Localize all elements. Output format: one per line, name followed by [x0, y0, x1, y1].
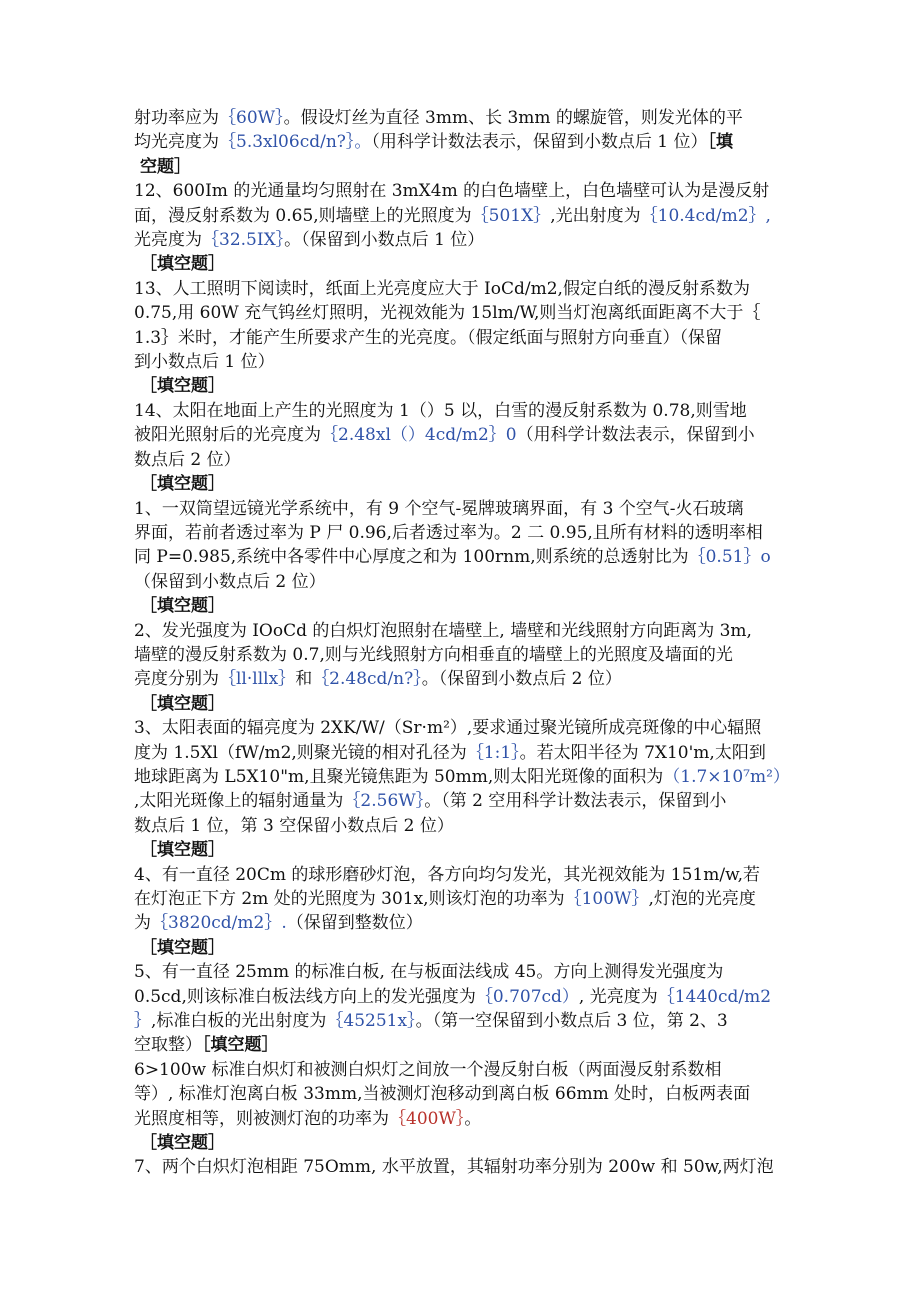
- text-segment: 。若太阳半径为 7X10'm,太阳到: [519, 742, 766, 763]
- text-line: [134, 130, 794, 154]
- text-line: [134, 619, 794, 643]
- text-line: [134, 765, 794, 789]
- text-segment: 。假设灯丝为直径 3mm、长 3mm 的螺旋管，则发光体的平: [283, 108, 743, 128]
- text-segment: 13、人工照明下阅读时，纸面上光亮度应大于 IoCd/m2,假定白纸的漫反射系数为: [134, 278, 750, 299]
- text-line: [134, 936, 794, 960]
- text-line: [134, 423, 794, 447]
- text-segment: 界面，若前者透过率为 P 尸 0.96,后者透过率为。2 二 0.95,且所有材料的透明率相: [134, 522, 763, 543]
- text-line: [134, 887, 794, 911]
- text-segment: 数点后 2 位）: [134, 449, 241, 470]
- answer-text: ｛0.707cd）: [475, 986, 579, 1007]
- text-segment: 亮度分别为: [134, 669, 219, 690]
- document-body: [134, 106, 794, 1180]
- text-line: [134, 570, 794, 594]
- text-line: [134, 814, 794, 838]
- text-segment: 。（第 2 空用科学计数法表示，保留到小: [424, 791, 727, 812]
- text-line: [134, 1058, 794, 1082]
- text-segment: 在灯泡正下方 2m 处的光照度为 301x,则该灯泡的功率为: [134, 889, 565, 909]
- text-line: [134, 1033, 794, 1057]
- text-line: [134, 1107, 794, 1131]
- text-segment: 地球距离为 L5X10"m,且聚光镜焦距为 50mm,则太阳光斑像的面积为: [134, 766, 664, 787]
- text-line: [134, 545, 794, 569]
- answer-text: ｛400W｝: [389, 1108, 465, 1129]
- text-line: [134, 789, 794, 813]
- text-line: [134, 911, 794, 935]
- text-segment: 到小数点后 1 位）: [134, 352, 275, 373]
- question-type-label: 空题］: [140, 156, 191, 177]
- answer-text: ｛0.51｝o: [688, 547, 771, 568]
- text-segment: 度为 1.5Xl（fW∕m2,则聚光镜的相对孔径为: [134, 742, 467, 763]
- text-line: [134, 326, 794, 350]
- text-segment: ,光出射度为: [550, 205, 641, 226]
- text-line: [134, 399, 794, 423]
- question-type-label: ［填空题］: [140, 1133, 225, 1154]
- text-segment: 。（保留到小数点后 2 位）: [421, 669, 622, 690]
- answer-text: ｛1:1｝: [466, 742, 520, 763]
- text-line: [134, 667, 794, 691]
- text-segment: 。（保留到小数点后 1 位）: [284, 230, 485, 251]
- text-segment: 和: [295, 669, 313, 690]
- text-segment: ,太阳光斑像上的辐射通量为: [134, 791, 344, 812]
- text-segment: 光照度相等，则被测灯泡的功率为: [134, 1108, 389, 1129]
- text-line: [134, 985, 794, 1009]
- text-segment: （保留到小数点后 2 位）: [134, 571, 326, 592]
- text-line: [134, 692, 794, 716]
- text-line: [134, 277, 794, 301]
- text-segment: （保留到整数位）: [286, 913, 423, 934]
- answer-text: ｛100W｝: [564, 889, 649, 909]
- text-segment: 数点后 1 位，第 3 空保留小数点后 2 位）: [134, 815, 454, 836]
- text-segment: 等）, 标准灯泡离白板 33mm,当被测灯泡移动到离白板 66mm 处时，白板两表面: [134, 1084, 751, 1105]
- text-line: [134, 106, 794, 130]
- text-segment: 1、一双筒望远镜光学系统中，有 9 个空气-冕牌玻璃界面，有 3 个空气-火石玻璃: [134, 498, 744, 519]
- question-type-label: ［填空题］: [140, 376, 225, 397]
- answer-text: ｛2.48xl（）4cd∕m2｝0: [321, 425, 517, 446]
- answer-text: ｛3820cd∕m2｝.: [151, 913, 287, 934]
- text-segment: 为: [134, 913, 151, 934]
- question-type-label: ［填空题］: [202, 1035, 279, 1056]
- text-line: [134, 643, 794, 667]
- text-segment: 均光亮度为: [134, 132, 219, 153]
- answer-text: ｛501X｝: [471, 205, 551, 226]
- text-segment: 光亮度为: [134, 230, 202, 251]
- text-line: [134, 374, 794, 398]
- answer-text: ｛ll·lllx｝: [219, 669, 296, 690]
- text-segment: , 光亮度为: [578, 986, 658, 1007]
- text-line: [134, 741, 794, 765]
- answer-text: （1.7×10⁷m²）: [663, 766, 790, 787]
- text-segment: 同 P=0.985,系统中各零件中心厚度之和为 100rnm,则系统的总透射比为: [134, 547, 689, 568]
- text-line: [134, 204, 794, 228]
- text-segment: ,标准白板的光出射度为: [151, 1011, 327, 1032]
- text-line: [134, 960, 794, 984]
- text-segment: 空取整）: [134, 1035, 202, 1056]
- text-line: [134, 716, 794, 740]
- text-segment: 6>100w 标准白炽灯和被测白炽灯之间放一个漫反射白板（两面漫反射系数相: [134, 1059, 722, 1080]
- text-line: [134, 1082, 794, 1106]
- text-segment: 5、有一直径 25mm 的标准白板, 在与板面法线成 45。方向上测得发光强度为: [134, 962, 724, 983]
- text-segment: （用科学计数法表示，保留到小: [516, 425, 755, 446]
- text-line: [134, 497, 794, 521]
- text-segment: 3、太阳表面的辐亮度为 2XK/W/（Sr·m²）,要求通过聚光镜所成亮斑像的中心辐照: [134, 718, 762, 739]
- text-segment: 14、太阳在地面上产生的光照度为 1（）5 以，白雪的漫反射系数为 0.78,则雪地: [134, 400, 747, 421]
- answer-text: ｛32.5IX｝: [202, 230, 285, 251]
- text-line: [134, 863, 794, 887]
- text-line: [134, 838, 794, 862]
- text-line: [134, 1009, 794, 1033]
- text-line: [134, 228, 794, 252]
- answer-text: ｝: [134, 1011, 151, 1032]
- text-segment: 12、600Im 的光通量均匀照射在 3mX4m 的白色墙壁上，白色墙壁可认为是漫反射: [134, 181, 770, 202]
- answer-text: ｛1440cd∕m2: [657, 986, 772, 1007]
- question-type-label: ［填空题］: [140, 254, 225, 275]
- text-line: [134, 1131, 794, 1155]
- text-line: [134, 1155, 794, 1179]
- text-segment: 墙壁的漫反射系数为 0.7,则与光线照射方向相垂直的墙壁上的光照度及墙面的光: [134, 644, 733, 665]
- text-segment: 面，漫反射系数为 0.65,则墙壁上的光照度为: [134, 205, 472, 226]
- text-segment: ,灯泡的光亮度: [648, 889, 756, 909]
- answer-text: ｛2.56W｝: [343, 791, 425, 812]
- text-line: [134, 472, 794, 496]
- text-segment: 0.5cd,则该标准白板法线方向上的发光强度为: [134, 986, 476, 1007]
- question-type-label: ［填: [707, 132, 734, 153]
- answer-text: ｛10.4cd∕m2｝,: [640, 205, 771, 226]
- question-type-label: ［填空题］: [140, 840, 225, 861]
- text-segment: （用科学计数法表示，保留到小数点后 1 位）: [371, 132, 708, 153]
- text-line: [134, 521, 794, 545]
- text-line: [134, 448, 794, 472]
- text-segment: 0.75,用 60W 充气钨丝灯照明，光视效能为 15lm∕W,则当灯泡离纸面距离不大于｛: [134, 303, 761, 324]
- text-line: [134, 301, 794, 325]
- text-segment: 1.3｝米时，才能产生所要求产生的光亮度。（假定纸面与照射方向垂直）（保留: [134, 327, 723, 348]
- question-type-label: ［填空题］: [140, 596, 225, 617]
- answer-text: ｛45251x｝: [326, 1011, 416, 1032]
- text-line: [134, 594, 794, 618]
- text-segment: 7、两个白炽灯泡相距 75Omm, 水平放置，其辐射功率分别为 200w 和 50w,两灯泡: [134, 1157, 774, 1178]
- text-line: [134, 179, 794, 203]
- text-line: [134, 252, 794, 276]
- text-segment: 被阳光照射后的光亮度为: [134, 425, 321, 446]
- text-segment: 射功率应为: [134, 108, 219, 128]
- text-segment: 。（第一空保留到小数点后 3 位，第 2、3: [415, 1011, 728, 1032]
- answer-text: ｛5.3xl06cd/n?｝。: [219, 132, 372, 153]
- text-segment: 。: [464, 1108, 482, 1129]
- text-line: [134, 350, 794, 374]
- question-type-label: ［填空题］: [140, 474, 225, 495]
- text-segment: 4、有一直径 20Cm 的球形磨砂灯泡，各方向均匀发光，其光视效能为 151m∕w,若: [134, 864, 761, 885]
- question-type-label: ［填空题］: [140, 937, 225, 958]
- text-segment: 2、发光强度为 IOoCd 的白炽灯泡照射在墙壁上, 墙壁和光线照射方向距离为 3m,: [134, 620, 752, 641]
- text-line: [134, 155, 794, 179]
- answer-text: ｛2.48cd/n?｝: [312, 669, 422, 690]
- answer-text: ｛60W｝: [219, 108, 284, 128]
- question-type-label: ［填空题］: [140, 693, 225, 714]
